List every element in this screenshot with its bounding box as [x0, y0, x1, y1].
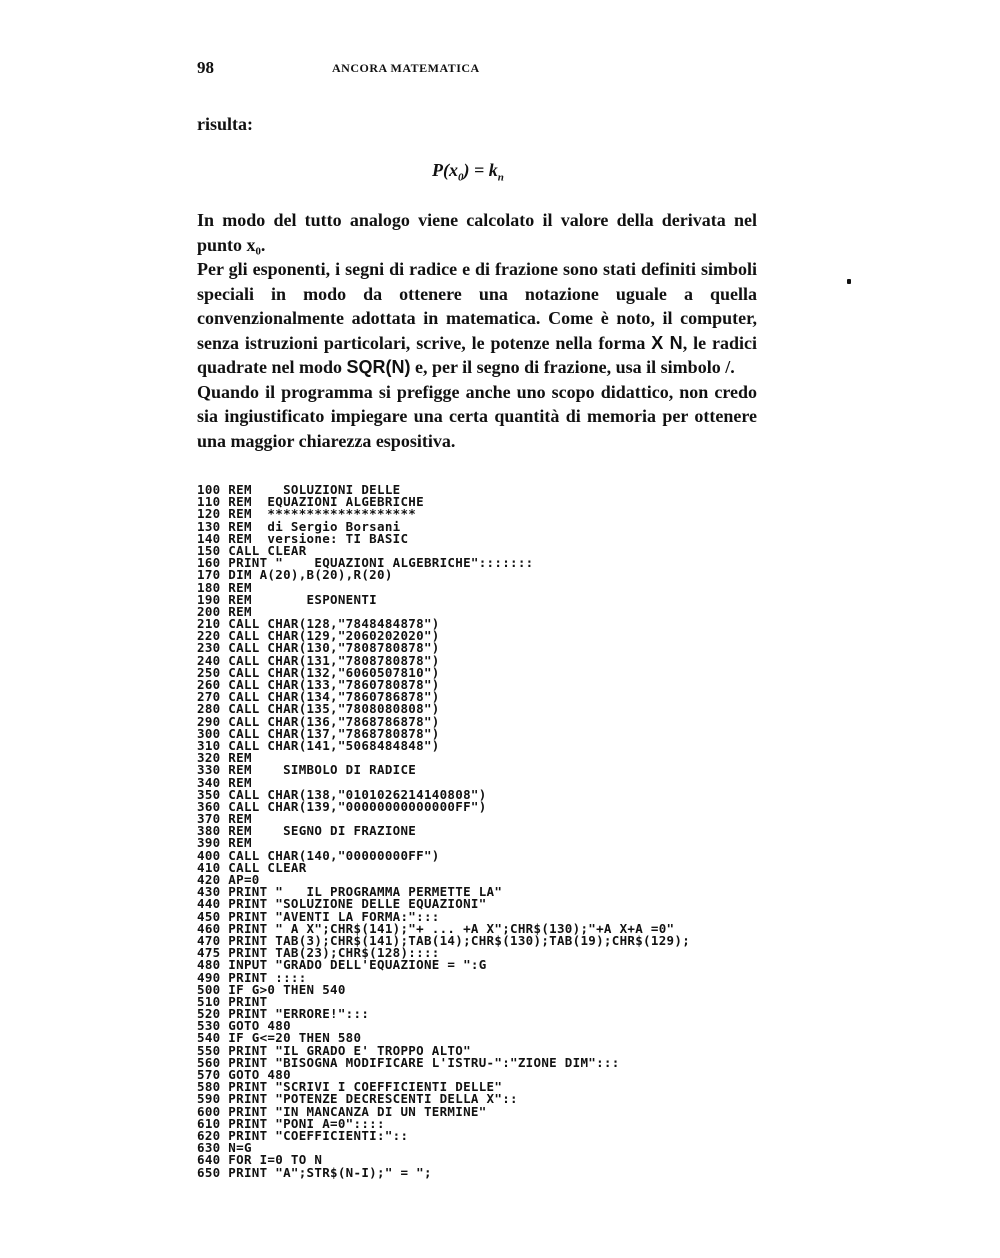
code-line: 590 PRINT "POTENZE DECRESCENTI DELLA X"::: [197, 1091, 518, 1107]
code-line: 475 PRINT TAB(23);CHR$(128)::::: [197, 945, 440, 961]
code-line: 630 N=G: [197, 1140, 252, 1156]
code-line: 650 PRINT "A";STR$(N-I);" = ";: [197, 1164, 432, 1180]
code-listing: [197, 484, 797, 1179]
paragraph-2: [197, 257, 757, 380]
paragraph-2-part-e: e, per il segno di frazione, usa il simbolo /.: [410, 357, 735, 377]
code-line: 540 IF G<=20 THEN 580: [197, 1030, 362, 1046]
code-line: 340 REM: [197, 774, 252, 790]
formula-subscript: 0: [458, 171, 464, 184]
code-line: 270 CALL CHAR(134,"7860786878"): [197, 689, 440, 705]
running-head: ANCORA MATEMATICA: [332, 61, 480, 75]
formula: [432, 160, 504, 184]
code-line: 100 REM SOLUZIONI DELLE: [197, 482, 401, 497]
body-text: [197, 208, 757, 453]
code-line: 570 GOTO 480: [197, 1067, 291, 1082]
code-line: 600 PRINT "IN MANCANZA DI UN TERMINE": [197, 1103, 487, 1119]
code-line: 550 PRINT "IL GRADO E' TROPPO ALTO": [197, 1042, 471, 1058]
code-line: 260 CALL CHAR(133,"7860780878"): [197, 677, 440, 692]
paragraph-2-part-c: , le radici quadrate nel modo: [197, 332, 758, 377]
code-line: 160 PRINT " EQUAZIONI ALGEBRICHE":::::::: [197, 555, 534, 571]
code-line: 230 CALL CHAR(130,"7808780878"): [197, 640, 440, 656]
code-line: 510 PRINT: [197, 993, 268, 1009]
code-line: 640 FOR I=0 TO N: [197, 1152, 323, 1168]
code-line: 280 CALL CHAR(135,"7808080808"): [197, 701, 440, 717]
code-line: 240 CALL CHAR(131,"7808780878"): [197, 652, 440, 668]
code-line: 460 PRINT " A X";CHR$(141);"+ ... +A X";CHR$(130);"+A X+A =0": [197, 920, 675, 936]
code-line: 300 CALL CHAR(137,"7868780878"): [197, 725, 440, 741]
code-line: 470 PRINT TAB(3);CHR$(141);TAB(14);CHR$(130);TAB(19);CHR$(129);: [197, 932, 691, 948]
code-line: 150 CALL CLEAR: [197, 542, 307, 558]
code-line: 580 PRINT "SCRIVI I COEFFICIENTI DELLE": [197, 1079, 503, 1095]
code-line: 190 REM ESPONENTI: [197, 591, 377, 607]
code-line: 350 CALL CHAR(138,"0101026214140808"): [197, 786, 487, 802]
code-line: 370 REM: [197, 811, 252, 827]
code-line: 420 AP=0: [197, 872, 260, 887]
code-line: 250 CALL CHAR(132,"6060507810"): [197, 664, 440, 680]
code-line: 380 REM SEGNO DI FRAZIONE: [197, 823, 417, 839]
code-line: 480 INPUT "GRADO DELL'EQUAZIONE = ":G: [197, 957, 487, 973]
inline-code-power: X N: [651, 332, 683, 353]
paragraph-3: Quando il programma si prefigge anche uno scopo didattico, non credo sia ingiustificato impiegare una certa quantità di memoria per ottenere una maggior chiarezza espositiva.: [197, 381, 757, 451]
code-line: 530 GOTO 480: [197, 1018, 291, 1034]
code-line: 500 IF G>0 THEN 540: [197, 981, 346, 997]
formula-subscript-n: n: [497, 171, 504, 184]
code-line: 200 REM: [197, 603, 252, 619]
page-header: [197, 58, 757, 80]
code-line: 430 PRINT " IL PROGRAMMA PERMETTE LA": [197, 884, 503, 900]
code-line: 110 REM EQUAZIONI ALGEBRICHE: [197, 494, 424, 510]
code-line: 120 REM *******************: [197, 506, 417, 522]
code-line: 330 REM SIMBOLO DI RADICE: [197, 762, 417, 778]
code-line: 170 DIM A(20),B(20),R(20): [197, 567, 393, 583]
formula-mid: ) = k: [463, 160, 498, 180]
lead-text: risulta:: [197, 114, 253, 134]
code-line: 220 CALL CHAR(129,"2060202020"): [197, 628, 440, 644]
code-line: 390 REM: [197, 835, 252, 851]
code-line: 520 PRINT "ERRORE!":::: [197, 1006, 370, 1022]
code-line: 620 PRINT "COEFFICIENTI:"::: [197, 1127, 409, 1143]
code-line: 210 CALL CHAR(128,"7848484878"): [197, 616, 440, 632]
code-line: 400 CALL CHAR(140,"00000000FF"): [197, 847, 440, 863]
code-line: 180 REM: [197, 579, 252, 595]
inline-code-sqr: SQR(N): [346, 357, 411, 377]
formula-lhs: P(x: [432, 160, 458, 180]
paragraph-2-part-a: Per gli esponenti, i segni di radice e di frazione sono stati definiti simboli speciali in modo da ottenere una notazione uguale a quella convenzionalmente adottata in matematica. Come è noto, il computer, senza istruzioni particolari, scrive, le potenze nella forma: [197, 259, 757, 353]
code-line: 450 PRINT "AVENTI LA FORMA:":::: [197, 908, 440, 924]
page-number: 98: [197, 58, 214, 77]
code-line: 290 CALL CHAR(136,"7868786878"): [197, 713, 440, 729]
code-line: 130 REM di Sergio Borsani: [197, 518, 401, 534]
paragraph-1: In modo del tutto analogo viene calcolato il valore della derivata nel punto x₀.: [197, 210, 757, 255]
code-line: 610 PRINT "PONI A=0"::::: [197, 1115, 385, 1131]
code-line: 320 REM: [197, 750, 252, 766]
code-line: 410 CALL CLEAR: [197, 859, 307, 875]
code-line: 360 CALL CHAR(139,"00000000000000FF"): [197, 798, 487, 814]
code-line: 560 PRINT "BISOGNA MODIFICARE L'ISTRU-":"ZIONE DIM":::: [197, 1054, 620, 1070]
code-line: 140 REM versione: TI BASIC: [197, 530, 409, 546]
code-line: 440 PRINT "SOLUZIONE DELLE EQUAZIONI": [197, 896, 487, 912]
code-line: 310 CALL CHAR(141,"5068484848"): [197, 737, 440, 753]
code-line: 490 PRINT ::::: [197, 969, 307, 985]
stray-ink-dot: [847, 279, 851, 284]
